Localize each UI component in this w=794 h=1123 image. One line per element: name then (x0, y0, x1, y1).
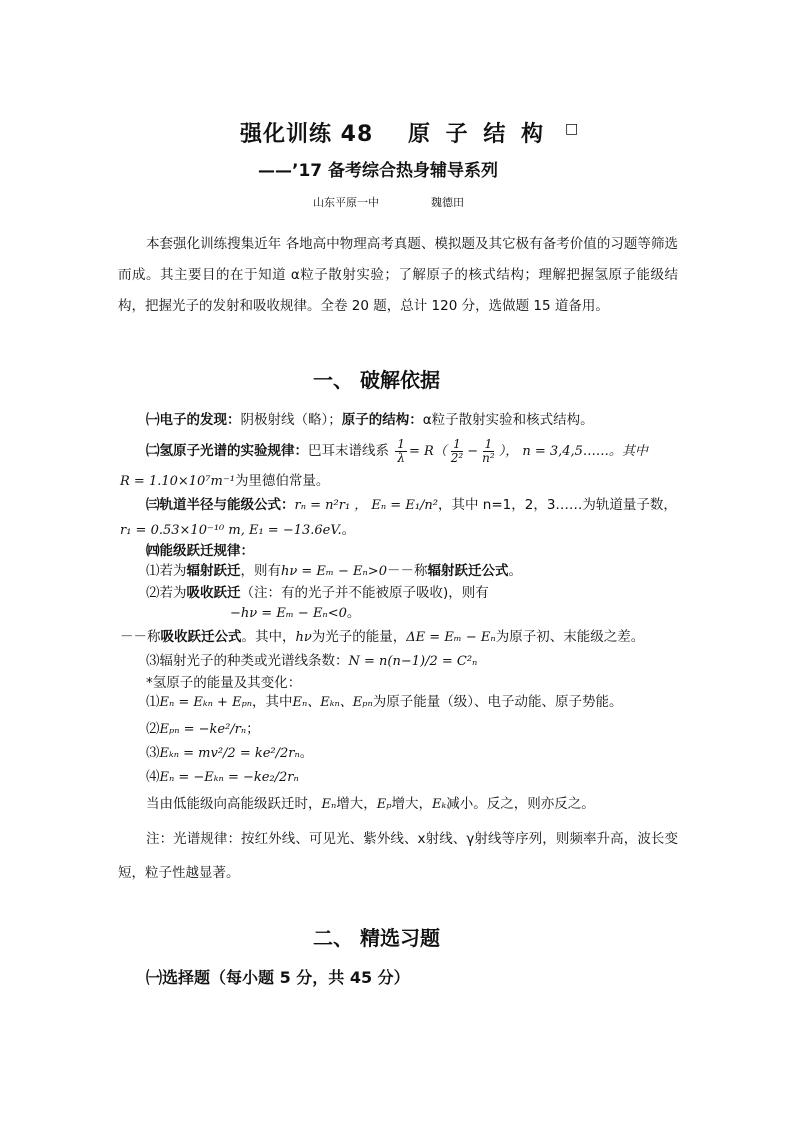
term-emission: 辐射跃迁 (186, 563, 241, 579)
energy-item-2 (146, 719, 260, 740)
energy-symbols: Eₙ、Eₖₙ、Eₚₙ (292, 695, 373, 710)
intro-paragraph: 本套强化训练搜集近年 各地高中物理高考真题、模拟题及其它极有备考价值的习题等筛选而成。其主要目的在于知道 α粒子散射实验；了解原子的核式结构；理解把握氢原子能级结构，把握光子的发射和吸收规律。全卷 20 题，总计 120 分，选做题 15 道备用。 (118, 236, 678, 314)
energy-item-3 (146, 743, 313, 764)
subsection-multiple-choice: ㈠选择题（每小题 5 分，共 45 分） (146, 968, 410, 987)
line-emission (146, 561, 522, 582)
line-absorption (146, 583, 489, 603)
energy-difference: ΔE = Eₘ − Eₙ (406, 630, 496, 645)
formula-emission: hν = Eₘ − Eₙ>0 (281, 564, 387, 579)
t: －－称 (120, 629, 161, 645)
t: 增大， (336, 796, 377, 812)
para-hydrogen-spectrum: ㈡氢原子光谱的实验规律：巴耳末谱线系 $\frac{1}{\lambda}$ = R（ $\frac{1}{\text{2²}}$ − $\frac{1}{\text{n²}}$ ）， n = 3,4,5……。其中 (146, 436, 648, 465)
formula-inv-lambda: $\frac{1}{\lambda}$ (397, 436, 405, 465)
t: ⑶ (146, 745, 160, 761)
text-electron: 阴极射线（略）； (240, 412, 342, 428)
photon-energy: hν (295, 630, 312, 645)
label-electron: ㈠电子的发现： (146, 412, 241, 428)
term-absorption: 吸收跃迁 (186, 585, 241, 601)
label-structure: 原子的结构： (341, 412, 423, 428)
formula-total-energy: Eₙ = Eₖₙ + Eₚₙ (159, 695, 253, 710)
energy-item-1 (146, 692, 623, 713)
formula-frac-2: $\frac{1}{\text{2²}}$ (450, 436, 464, 465)
t: ，则有 (240, 563, 281, 579)
title-box-glyph: □ (565, 121, 579, 137)
sym-En: Eₙ (321, 797, 337, 812)
t: 。其中， (241, 629, 296, 645)
label-orbit: ㈢轨道半径与能级公式： (146, 497, 295, 513)
t: ； (246, 721, 260, 737)
hydrogen-energy-title: *氢原子的能量及其变化： (146, 675, 302, 691)
t: 当由低能级向高能级跃迁时， (146, 796, 322, 812)
formula-potential-energy: Eₚₙ = −ke²/rₙ (159, 722, 247, 737)
formula-absorption: −hν = Eₘ − Eₙ<0 (230, 606, 347, 621)
para-orbit-const (120, 520, 355, 541)
note-spectrum: 注：光谱规律：按红外线、可见光、紫外线、x射线、γ射线等序列，则频率升高，波长变短，粒子性越显著。 (118, 831, 678, 881)
label-spectrum: ㈡氢原子光谱的实验规律： (146, 443, 308, 459)
n-values: ， n = 3,4,5……。其中 (505, 444, 648, 459)
doc-title-main: 强化训练 48 (240, 122, 374, 147)
t: 为原子初、末能级之差。 (495, 629, 645, 645)
section-heading-2: 二、 精选习题 (313, 926, 440, 950)
formula-line-count: N = n(n−1)/2 = C²ₙ (348, 654, 478, 669)
t: 。 (508, 563, 522, 579)
t: ⑶辐射光子的种类或光谱线条数： (146, 653, 349, 669)
t: 为光子的能量， (311, 629, 407, 645)
rydberg-constant: R = 1.10×10⁷m⁻¹ (120, 474, 235, 489)
orbit-formula: rₙ = n²r₁ ， Eₙ = E₁/n² (294, 498, 438, 513)
t: －－称 (386, 563, 428, 579)
formula-kinetic-energy: Eₖₙ = mv²/2 = ke²/2rₙ (159, 746, 300, 761)
line-spectral-count (146, 651, 477, 672)
para-orbit-energy (146, 495, 677, 516)
text-balmer: 巴耳末谱线系 (308, 443, 389, 459)
t: 。 (346, 605, 361, 621)
orbit-const-tail: 。 (341, 522, 356, 538)
term-absorption-formula: 吸收跃迁公式 (160, 629, 242, 645)
t: （注：有的光子并不能被原子吸收)，则有 (240, 585, 489, 601)
text-structure: α粒子散射实验和核式结构。 (422, 412, 594, 428)
transition-trend (146, 794, 595, 815)
sym-Ep: Eₚ (376, 797, 392, 812)
para-rydberg (120, 471, 329, 492)
t: 增大， (391, 796, 432, 812)
t: 为原子能量（级）、电子动能、原子势能。 (372, 694, 623, 710)
rydberg-text: 为里德伯常量。 (234, 473, 330, 489)
doc-subtitle: ——’17 备考综合热身辅导系列 (258, 161, 499, 181)
t: ⑵若为 (146, 585, 187, 601)
author-name: 魏德田 (431, 196, 464, 209)
line-absorption-def (120, 627, 644, 648)
school-name: 山东平原一中 (313, 196, 379, 209)
orbit-constants: r₁ = 0.53×10⁻¹⁰ m, E₁ = −13.6eV. (120, 523, 342, 538)
term-emission-formula: 辐射跃迁公式 (427, 563, 509, 579)
t: ，其中 (252, 694, 293, 710)
t: ⑷ (146, 769, 160, 785)
t: 。 (299, 745, 314, 761)
energy-item-4 (146, 767, 299, 788)
section-heading-1: 一、 破解依据 (313, 368, 440, 392)
formula-energy-relation: Eₙ = −Eₖₙ = −ke₂/2rₙ (159, 770, 299, 785)
doc-title-topic: 原 子 结 构 (408, 122, 547, 147)
orbit-text: ，其中 n=1，2，3……为轨道量子数， (438, 497, 677, 513)
t: 减小。反之，则亦反之。 (446, 796, 595, 812)
t: ⑴若为 (146, 563, 187, 579)
label-transition: ㈣能级跃迁规律： (146, 543, 254, 559)
line-absorption-formula (230, 603, 360, 624)
t: ⑵ (146, 721, 160, 737)
sym-Ek: Eₖ (431, 797, 447, 812)
formula-frac-n: $\frac{1}{\text{n²}}$ (482, 436, 495, 465)
para-electron-discovery (146, 410, 594, 430)
t: ⑴ (146, 694, 160, 710)
